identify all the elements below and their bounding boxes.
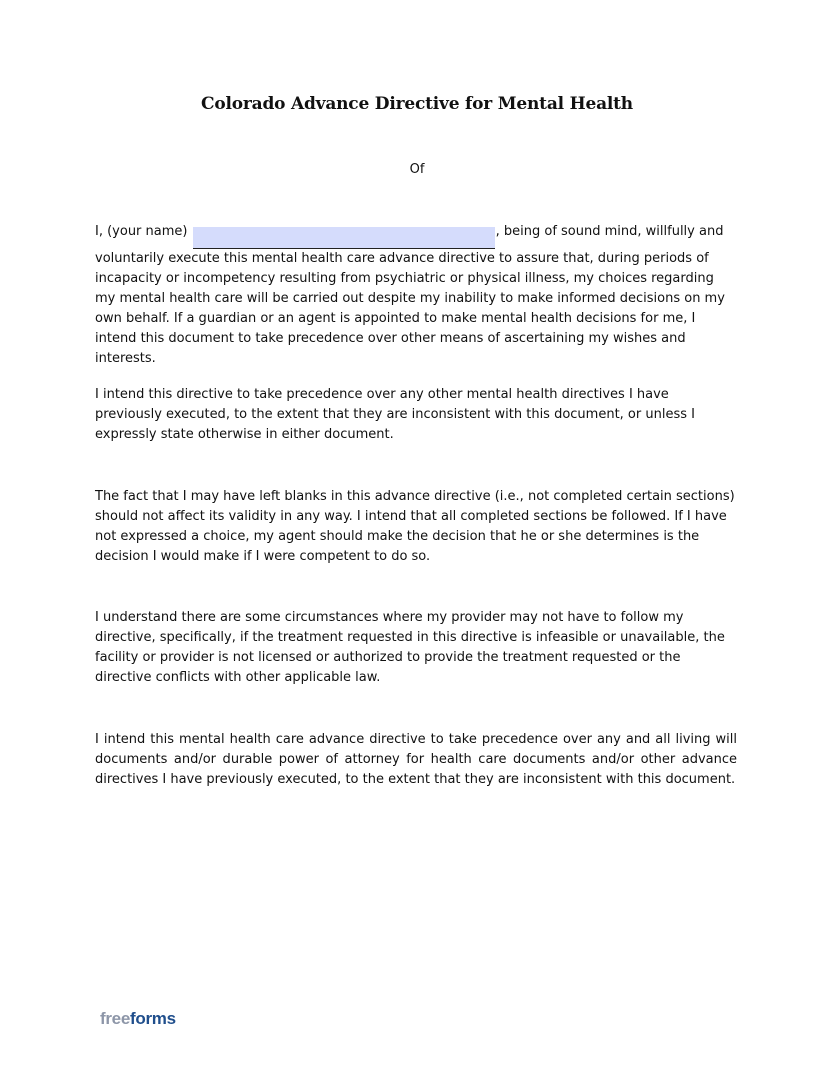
your-name-field[interactable] bbox=[193, 227, 495, 249]
paragraph-circumstances: I understand there are some circumstances where my provider may not have to follow my directive, specifically, if the treatment requested in this directive is infeasible or unavailable, the facility or provider is not licensed or authorized to provide the treatment requested or the directive conflicts with other applicable law. bbox=[95, 610, 725, 685]
your-name-label: I, (your name) bbox=[95, 224, 188, 239]
freeforms-logo bbox=[100, 1009, 176, 1029]
logo-forms-text: forms bbox=[130, 1009, 176, 1028]
document-title: Colorado Advance Directive for Mental Health bbox=[201, 94, 633, 114]
paragraph-blanks: The fact that I may have left blanks in this advance directive (i.e., not completed certain sections) should not affect its validity in any way. I intend that all completed sections be followed. If I have not expressed a choice, my agent should make the decision that he or she determines is the decision I would make if I were competent to do so. bbox=[95, 489, 735, 564]
paragraph-precedence: I intend this directive to take precedence over any other mental health directives I have previously executed, to the extent that they are inconsistent with this document, or unless I expressly state otherwise in either document. bbox=[95, 387, 695, 442]
declaration-text: , being of sound mind, willfully and voluntarily execute this mental health care advance directive to assure that, during periods of incapacity or incompetency resulting from psychiatric or physical illness, my choices regarding my mental health care will be carried out despite my inability to make informed decisions on my own behalf. If a guardian or an agent is appointed to make mental health decisions for me, I intend this document to take precedence over other means of ascertaining my wishes and interests. bbox=[95, 224, 725, 366]
logo-free-text: free bbox=[100, 1009, 130, 1028]
of-label: Of bbox=[409, 162, 425, 177]
paragraph-living-will: I intend this mental health care advance directive to take precedence over any and all living will documents and/or durable power of attorney for health care documents and/or other advance directives I have previously executed, to the extent that they are inconsistent with this document. bbox=[95, 732, 737, 787]
paragraph-declaration bbox=[95, 222, 737, 369]
